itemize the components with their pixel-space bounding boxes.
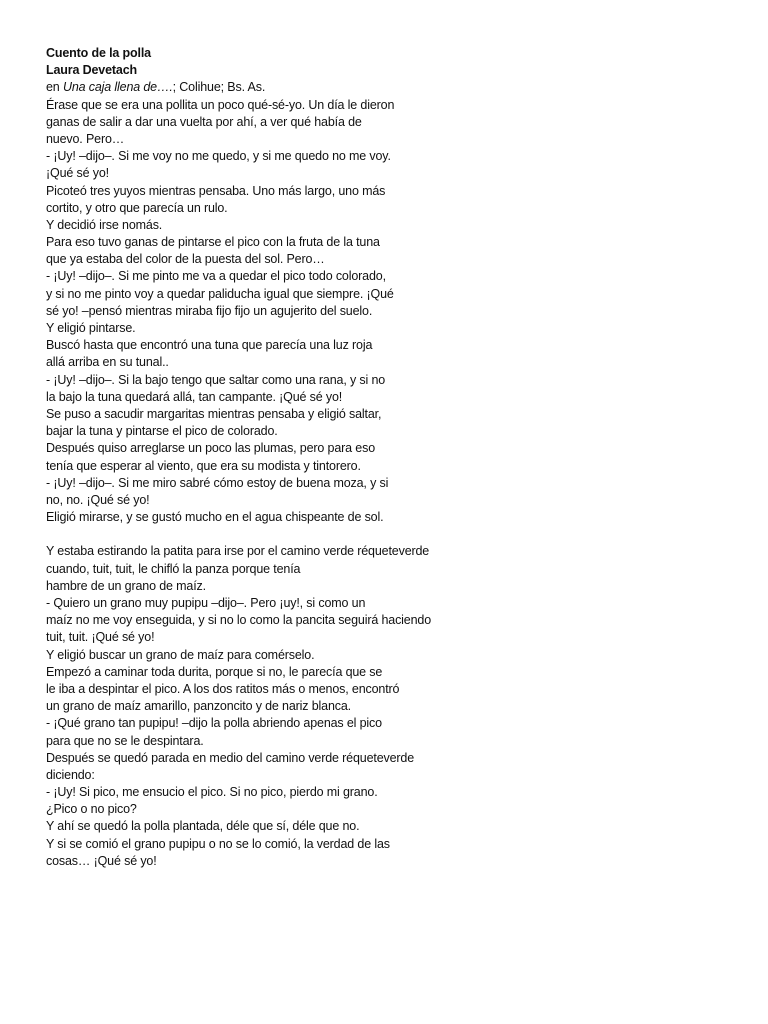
body-line: tenía que esperar al viento, que era su modista y tintorero. (46, 458, 361, 473)
body-line: - ¡Uy! Si pico, me ensucio el pico. Si no pico, pierdo mi grano. (46, 785, 378, 800)
body-line: para que no se le despintara. (46, 733, 204, 748)
story-body (46, 97, 746, 870)
body-line: nuevo. Pero… (46, 131, 125, 146)
body-line: la bajo la tuna quedará allá, tan campante. ¡Qué sé yo! (46, 389, 343, 404)
paragraph-break (46, 526, 746, 543)
body-line: Después quiso arreglarse un poco las plumas, pero para eso (46, 441, 375, 456)
body-line: ¿Pico o no pico? (46, 802, 137, 817)
body-line: Empezó a caminar toda durita, porque si no, le parecía que se (46, 664, 383, 679)
body-line: cortito, y otro que parecía un rulo. (46, 200, 228, 215)
body-line: Eligió mirarse, y se gustó mucho en el agua chispeante de sol. (46, 510, 384, 525)
body-line: Érase que se era una pollita un poco qué-sé-yo. Un día le dieron (46, 97, 395, 112)
body-line: - ¡Qué grano tan pupipu! –dijo la polla abriendo apenas el pico (46, 716, 382, 731)
body-line: no, no. ¡Qué sé yo! (46, 492, 150, 507)
story-title: Cuento de la polla (46, 46, 151, 60)
body-line: - Quiero un grano muy pupipu –dijo–. Pero ¡uy!, si como un (46, 596, 366, 610)
body-line: Se puso a sacudir margaritas mientras pensaba y eligió saltar, (46, 406, 382, 421)
body-line: Y si se comió el grano pupipu o no se lo comió, la verdad de las (46, 836, 390, 851)
body-line: le iba a despintar el pico. A los dos ratitos más o menos, encontró (46, 681, 400, 696)
body-line: cosas… ¡Qué sé yo! (46, 853, 157, 868)
story-author: Laura Devetach (46, 63, 137, 78)
body-line: - ¡Uy! –dijo–. Si me pinto me va a quedar el pico todo colorado, (46, 269, 386, 284)
body-line: cuando, tuit, tuit, le chifló la panza porque tenía (46, 561, 301, 576)
source-publisher: ; Colihue; Bs. As. (172, 80, 266, 95)
body-line: un grano de maíz amarillo, panzoncito y de nariz blanca. (46, 699, 351, 714)
body-line: que ya estaba del color de la puesta del sol. Pero… (46, 252, 325, 267)
body-line: allá arriba en su tunal.. (46, 355, 169, 370)
body-line: bajar la tuna y pintarse el pico de colorado. (46, 424, 278, 439)
body-line: - ¡Uy! –dijo–. Si la bajo tengo que saltar como una rana, y si no (46, 372, 386, 387)
body-line: y si no me pinto voy a quedar paliducha igual que siempre. ¡Qué (46, 286, 394, 301)
source-book-title: Una caja llena de…. (62, 80, 173, 95)
body-line: Picoteó tres yuyos mientras pensaba. Uno más largo, uno más (46, 183, 386, 198)
body-line: diciendo: (46, 767, 95, 782)
body-line: Buscó hasta que encontró una tuna que parecía una luz roja (46, 338, 373, 353)
body-line: ganas de salir a dar una vuelta por ahí, a ver qué había de (46, 114, 362, 129)
story-source (46, 79, 746, 96)
document-page (46, 45, 746, 870)
body-line: Después se quedó parada en medio del camino verde réqueteverde (46, 750, 415, 765)
body-line: Y estaba estirando la patita para irse por el camino verde réqueteverde (46, 544, 430, 559)
body-line: - ¡Uy! –dijo–. Si me miro sabré cómo estoy de buena moza, y si (46, 475, 389, 490)
body-line: ¡Qué sé yo! (46, 166, 109, 181)
body-line: Y eligió buscar un grano de maíz para comérselo. (46, 647, 315, 662)
body-line: Y decidió irse nomás. (46, 217, 163, 232)
source-prefix: en (46, 80, 63, 95)
body-line: hambre de un grano de maíz. (46, 578, 206, 593)
body-line: - ¡Uy! –dijo–. Si me voy no me quedo, y si me quedo no me voy. (46, 149, 391, 164)
body-line: Para eso tuvo ganas de pintarse el pico con la fruta de la tuna (46, 235, 380, 250)
body-line: Y eligió pintarse. (46, 321, 136, 335)
body-line: tuit, tuit. ¡Qué sé yo! (46, 630, 155, 645)
body-line: maíz no me voy enseguida, y si no lo como la pancita seguirá haciendo (46, 613, 432, 628)
body-line: sé yo! –pensó mientras miraba fijo fijo un agujerito del suelo. (46, 303, 373, 318)
body-line: Y ahí se quedó la polla plantada, déle que sí, déle que no. (46, 819, 360, 834)
